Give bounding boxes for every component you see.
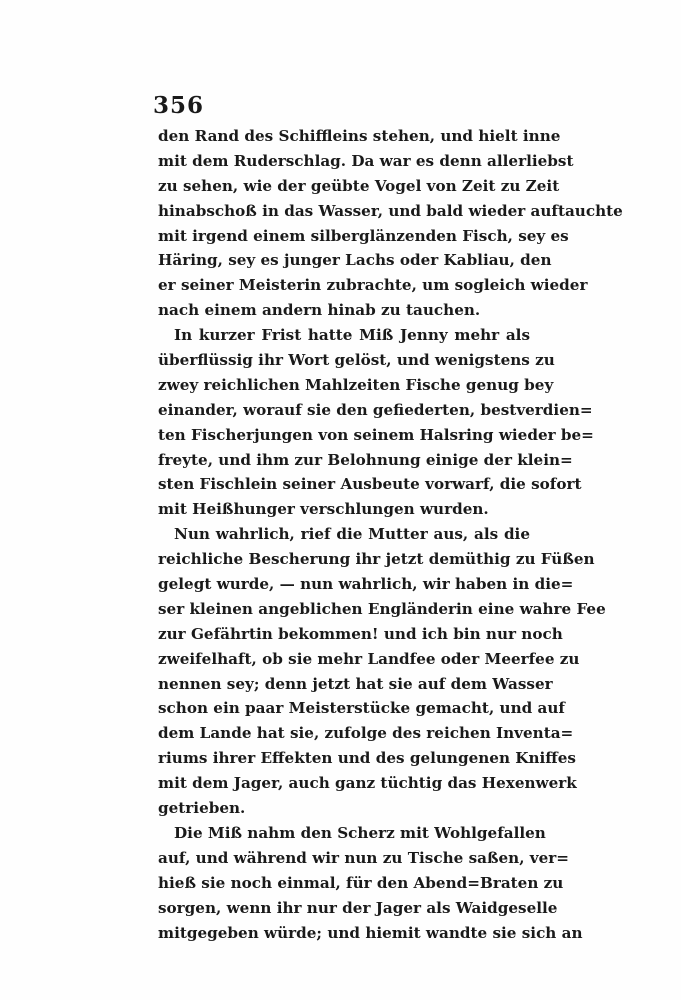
text-line: sorgen, wenn ihr nur der Jager als Waidgeselle bbox=[158, 898, 558, 917]
text-line: einander, worauf sie den gefiederten, bestverdien= bbox=[158, 400, 593, 419]
text-line: Häring, sey es junger Lachs oder Kabliau, den bbox=[158, 251, 552, 270]
text-line: zu sehen, wie der geübte Vogel von Zeit zu Zeit bbox=[158, 176, 560, 195]
text-line: schon ein paar Meisterstücke gemacht, und auf bbox=[158, 699, 565, 718]
text-line: er seiner Meisterin zubrachte, um sogleich wieder bbox=[158, 276, 588, 295]
text-line: mitgegeben würde; und hiemit wandte sie sich an bbox=[158, 923, 583, 942]
text-line: ser kleinen angeblichen Engländerin eine wahre Fee bbox=[158, 599, 606, 618]
text-line: nach einem andern hinab zu tauchen. bbox=[158, 301, 481, 320]
text-line: mit irgend einem silberglänzenden Fisch, sey es bbox=[158, 226, 569, 245]
text-line: mit dem Jager, auch ganz tüchtig das Hexenwerk bbox=[158, 774, 577, 793]
text-line: getrieben. bbox=[158, 799, 246, 818]
text-line: zur Gefährtin bekommen! und ich bin nur noch bbox=[158, 624, 563, 643]
body-text bbox=[158, 124, 623, 945]
page-number: 356 bbox=[153, 92, 205, 119]
text-line: hieß sie noch einmal, für den Abend=Braten zu bbox=[158, 873, 564, 892]
text-line: Die Miß nahm den Scherz mit Wohlgefallen bbox=[174, 823, 546, 842]
text-line: zwey reichlichen Mahlzeiten Fische genug bey bbox=[158, 375, 554, 394]
text-line: mit Heißhunger verschlungen wurden. bbox=[158, 500, 489, 519]
text-line: reichliche Bescherung ihr jetzt demüthig zu Füßen bbox=[158, 550, 595, 569]
text-line: sten Fischlein seiner Ausbeute vorwarf, die sofort bbox=[158, 475, 582, 494]
text-line: nennen sey; denn jetzt hat sie auf dem Wasser bbox=[158, 674, 553, 693]
text-line: In kurzer Frist hatte Miß Jenny mehr als bbox=[174, 326, 530, 345]
text-line: Nun wahrlich, rief die Mutter aus, als die bbox=[174, 525, 530, 544]
text-line: zweifelhaft, ob sie mehr Landfee oder Meerfee zu bbox=[158, 649, 580, 668]
text-line: riums ihrer Effekten und des gelungenen Kniffes bbox=[158, 749, 576, 768]
text-line: freyte, und ihm zur Belohnung einige der klein= bbox=[158, 450, 573, 469]
text-line: dem Lande hat sie, zufolge des reichen Inventa= bbox=[158, 724, 574, 743]
text-line: überflüssig ihr Wort gelöst, und wenigstens zu bbox=[158, 351, 555, 370]
text-line: den Rand des Schiffleins stehen, und hielt inne bbox=[158, 127, 561, 145]
text-line: auf, und während wir nun zu Tische saßen, ver= bbox=[158, 848, 570, 867]
text-line: hinabschoß in das Wasser, und bald wieder auftauchte bbox=[158, 201, 623, 220]
text-line: gelegt wurde, — nun wahrlich, wir haben in die= bbox=[158, 575, 574, 594]
text-line: ten Fischerjungen von seinem Halsring wieder be= bbox=[158, 425, 594, 444]
text-line: mit dem Ruderschlag. Da war es denn allerliebst bbox=[158, 151, 574, 170]
